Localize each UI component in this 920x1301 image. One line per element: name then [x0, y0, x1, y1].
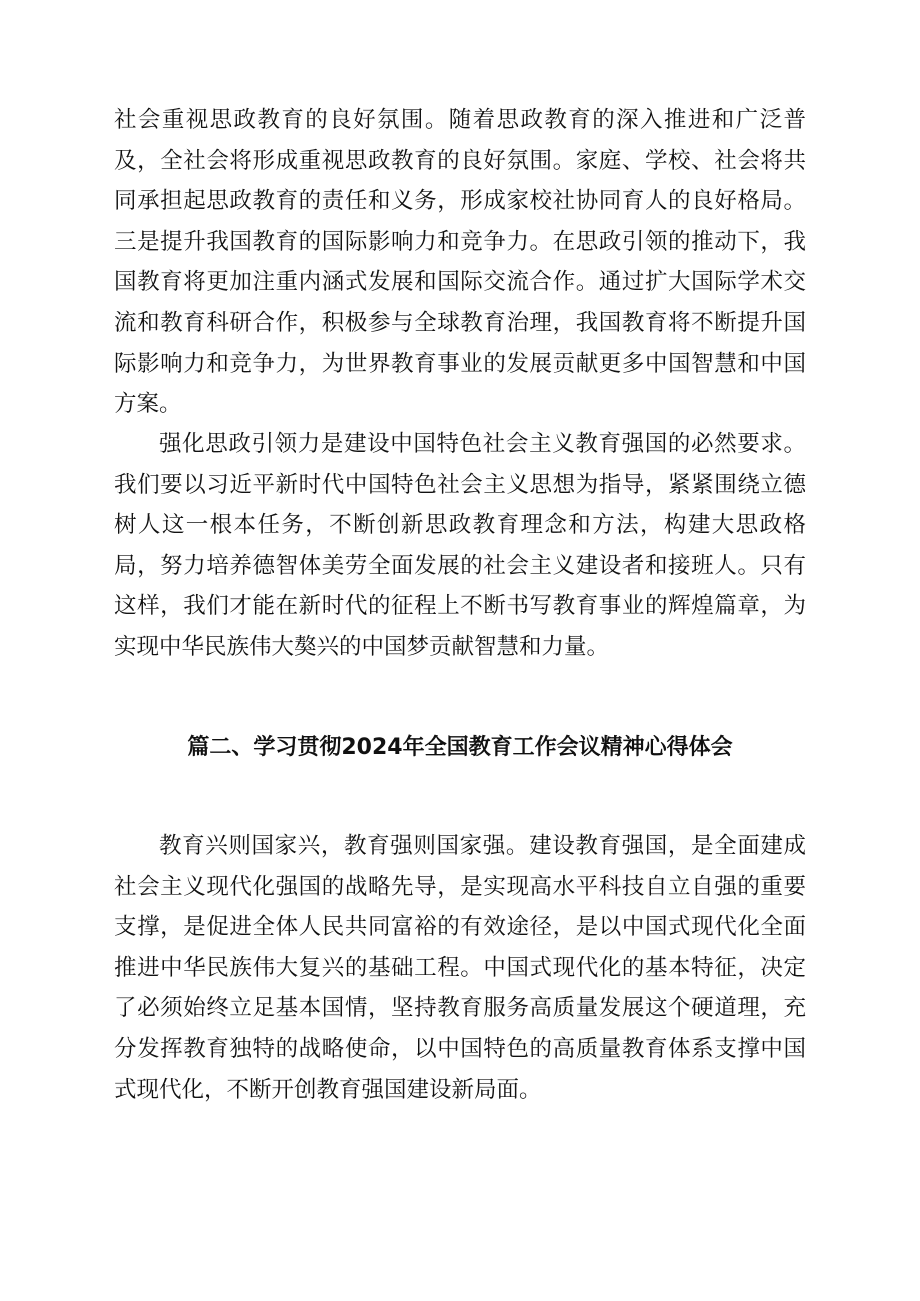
section-heading: 篇二、学习贯彻2024年全国教育工作会议精神心得体会 — [187, 735, 733, 760]
paragraph-conclusion: 强化思政引领力是建设中国特色社会主义教育强国的必然要求。我们要以习近平新时代中国特色社会主义思想为指导，紧紧围绕立德树人这一根本任务，不断创新思政教育理念和方法，构建大思政格局，努力培养德智体美劳全面发展的社会主义建设者和接班人。只有这样，我们才能在新时代的征程上不断书写教育事业的辉煌篇章，为实现中华民族伟大獒兴的中国梦贡献智慧和力量。 — [114, 431, 806, 660]
paragraph-continued: 社会重视思政教育的良好氛围。随着思政教育的深入推进和广泛普及，全社会将形成重视思政教育的良好氛围。家庭、学校、社会将共同承担起思政教育的责任和义务，形成家校社协同育人的良好格局。三是提升我国教育的国际影响力和竞争力。在思政引领的推动下，我国教育将更加注重内涵式发展和国际交流合作。通过扩大国际学术交流和教育科研合作，积极参与全球教育治理，我国教育将不断提升国际影响力和竞争力，为世界教育事业的发展贡献更多中国智慧和中国方案。 — [114, 107, 806, 418]
paragraph-intro: 教育兴则国家兴，教育强则国家强。建设教育强国，是全面建成社会主义现代化强国的战略先导，是实现高水平科技自立自强的重要支撑，是促进全体人民共同富裕的有效途径，是以中国式现代化全面推进中华民族伟大复兴的基础工程。中国式现代化的基本特征，决定了必须始终立足基本国情，坚持教育服务高质量发展这个硬道理，充分发挥教育独特的战略使命，以中国特色的高质量教育体系支撑中国式现代化，不断开创教育强国建设新局面。 — [114, 833, 806, 1103]
